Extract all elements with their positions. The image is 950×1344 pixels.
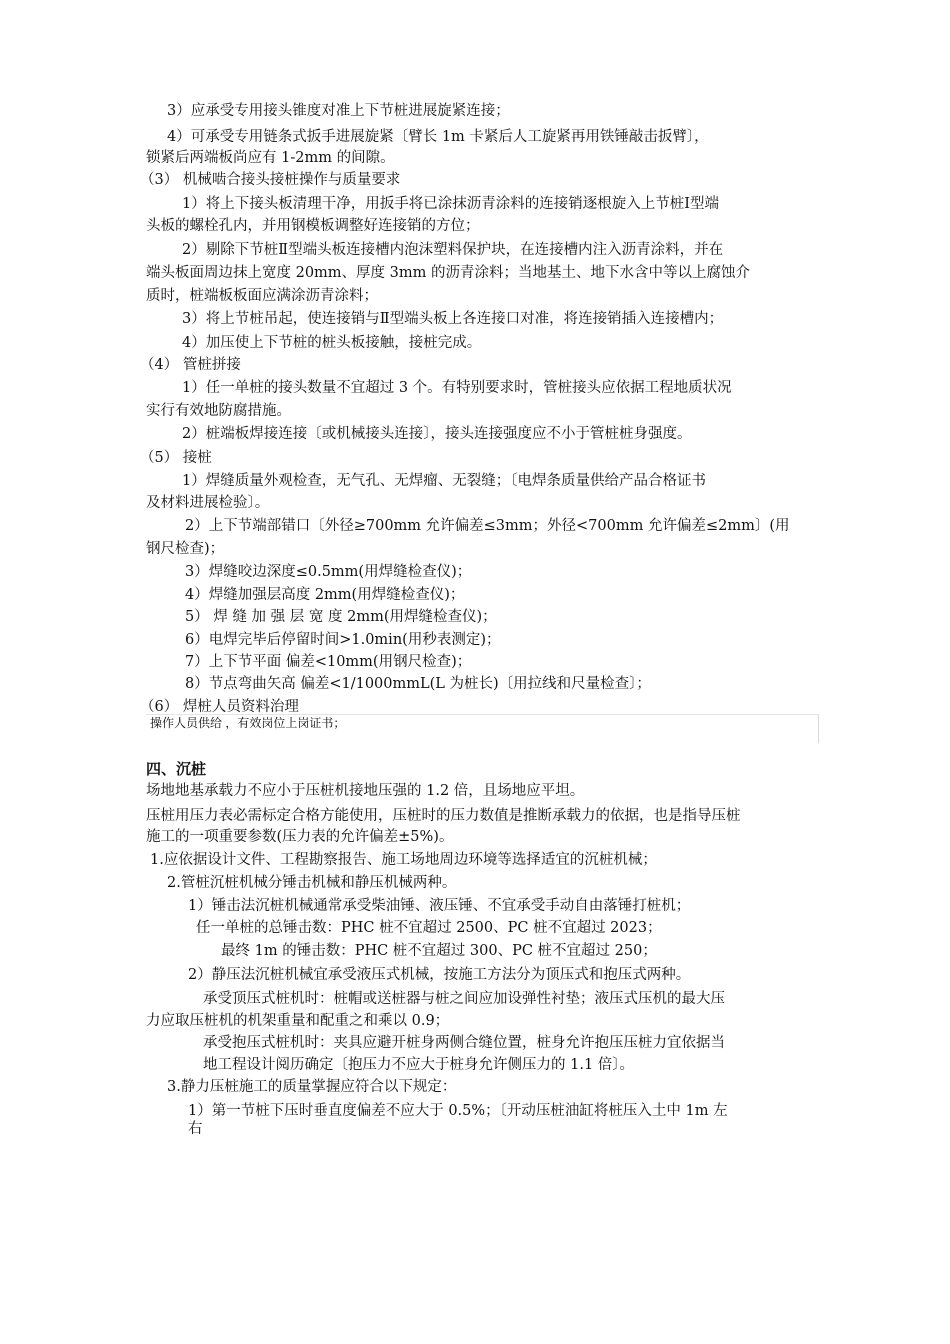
text-line: 右 bbox=[188, 1121, 203, 1137]
text-line: 3）焊缝咬边深度≤0.5mm(用焊缝检查仪)； bbox=[185, 564, 472, 580]
section-heading: （6） 焊桩人员资料治理 bbox=[140, 699, 299, 715]
text-line: 端头板面周边抹上宽度 20mm、厚度 3mm 的沥青涂料；当地基土、地下水含中等以上腐蚀介 bbox=[146, 265, 750, 281]
section-heading: （3） 机械啮合接头接桩操作与质量要求 bbox=[140, 172, 401, 188]
text-line: 压桩用压力表必需标定合格方能使用，压桩时的压力数值是推断承载力的依据，也是指导压桩 bbox=[146, 808, 741, 824]
text-line: 4）加压使上下节桩的桩头板接触，接桩完成。 bbox=[182, 335, 482, 351]
text-line: 2）剔除下节桩Ⅱ型端头板连接槽内泡沫塑料保护块，在连接槽内注入沥青涂料，并在 bbox=[182, 242, 724, 258]
text-line: 地工程设计阅历确定〔抱压力不应大于桩身允许侧压力的 1.1 倍〕。 bbox=[203, 1057, 635, 1073]
text-line: 3）将上节桩吊起，使连接销与Ⅱ型端头板上各连接口对准，将连接销插入连接槽内； bbox=[182, 311, 724, 327]
text-line: 3）应承受专用接头锥度对准上下节桩进展旋紧连接； bbox=[167, 103, 510, 119]
section-heading: （4） 管桩拼接 bbox=[140, 357, 241, 373]
text-line: 1）焊缝质量外观检查，无气孔、无焊瘤、无裂缝；〔电焊条质量供给产品合格证书 bbox=[182, 473, 706, 489]
text-line: 承受抱压式桩机时：夹具应避开桩身两侧合缝位置，桩身允许抱压压桩力宜依据当 bbox=[203, 1035, 725, 1051]
text-line: 2）桩端板焊接连接〔或机械接头连接〕，接头连接强度应不小于管桩桩身强度。 bbox=[182, 426, 692, 442]
text-line: 锁紧后两端板尚应有 1-2mm 的间隙。 bbox=[146, 150, 395, 166]
text-line: 及材料进展检验〕。 bbox=[146, 495, 270, 511]
text-line: 3.静力压桩施工的质量掌握应符合以下规定： bbox=[167, 1079, 457, 1095]
text-line: 承受顶压式桩机时：桩帽或送桩器与桩之间应加设弹性衬垫；液压式压机的最大压 bbox=[203, 991, 725, 1007]
text-line: 1）锤击法沉桩机械通常承受柴油锤、液压锤、不宜承受手动自由落锤打桩机； bbox=[188, 898, 691, 914]
table-cell: 操作人员供给 ，有效岗位上岗证书； bbox=[150, 716, 346, 730]
text-line: 施工的一项重要参数(压力表的允许偏差±5%)。 bbox=[146, 829, 454, 845]
text-line: 1）第一节桩下压时垂直度偏差不应大于 0.5%；〔开动压桩油缸将桩压入土中 1m 左 bbox=[188, 1103, 728, 1119]
text-line: 场地地基承载力不应小于压桩机接地压强的 1.2 倍，且场地应平坦。 bbox=[146, 783, 585, 799]
text-line: 2）静压法沉桩机械宜承受液压式机械，按施工方法分为顶压式和抱压式两种。 bbox=[188, 967, 691, 983]
text-line: 1.应依据设计文件、工程勘察报告、施工场地周边环境等选择适宜的沉桩机械； bbox=[150, 852, 657, 868]
text-line: 1）将上下接头板清理干净，用扳手将已涂抹沥青涂料的连接销逐根旋入上节桩Ⅰ型端 bbox=[182, 196, 719, 212]
text-line: 6）电焊完毕后停留时间>1.0min(用秒表测定)； bbox=[185, 632, 501, 648]
text-line: 钢尺检查)； bbox=[146, 541, 225, 557]
text-line: 1）任一单桩的接头数量不宜超过 3 个。有特别要求时，管桩接头应依据工程地质状况 bbox=[182, 380, 732, 396]
text-line: 头板的螺栓孔内，并用钢模板调整好连接销的方位； bbox=[146, 218, 480, 234]
text-line: 7）上下节平面 偏差<10mm(用钢尺检查)； bbox=[185, 654, 472, 670]
text-line: 力应取压桩机的机架重量和配重之和乘以 0.9； bbox=[146, 1013, 450, 1029]
text-line: 最终 1m 的锤击数：PHC 桩不宜超过 300、PC 桩不宜超过 250； bbox=[221, 943, 657, 959]
text-line: 8）节点弯曲矢高 偏差<1/1000mmL(L 为桩长)〔用拉线和尺量检查〕； bbox=[185, 676, 651, 692]
text-line: 任一单桩的总锤击数：PHC 桩不宜超过 2500、PC 桩不宜超过 2023； bbox=[196, 920, 662, 936]
text-line: 5） 焊 缝 加 强 层 宽 度 2mm(用焊缝检查仪)； bbox=[185, 609, 497, 625]
text-line: 4）可承受专用链条式扳手进展旋紧〔臂长 1m 卡紧后人工旋紧再用铁锤敲击扳臂〕， bbox=[167, 129, 709, 145]
text-line: 4）焊缝加强层高度 2mm(用焊缝检查仪)； bbox=[185, 587, 465, 603]
chapter-heading: 四、沉桩 bbox=[146, 760, 207, 778]
text-line: 2.管桩沉桩机械分锤击机械和静压机械两种。 bbox=[167, 875, 457, 891]
text-line: 实行有效地防腐措施。 bbox=[146, 403, 291, 419]
text-line: 质时，桩端板板面应满涂沥青涂料； bbox=[146, 288, 378, 304]
text-line: 2）上下节端部错口〔外径≥700mm 允许偏差≤3mm；外径<700mm 允许偏差≤2mm〕(用 bbox=[185, 518, 790, 534]
section-heading: （5） 接桩 bbox=[140, 450, 212, 466]
